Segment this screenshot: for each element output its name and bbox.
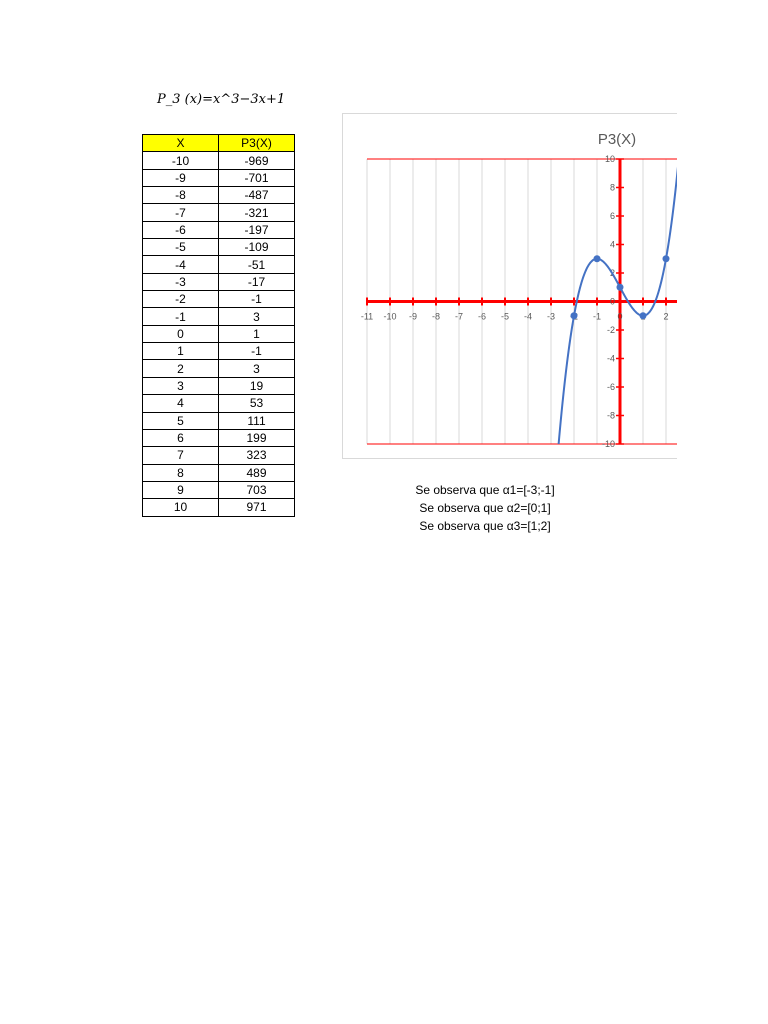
- x-tick-label: -11: [360, 311, 374, 322]
- y-tick-label: -10: [601, 439, 615, 449]
- cell-p3x: 489: [219, 464, 295, 481]
- cell-x: -6: [143, 221, 219, 238]
- y-tick-label: 2: [609, 268, 615, 278]
- table-header-row: [143, 135, 295, 152]
- cell-x: 2: [143, 360, 219, 377]
- x-tick-label: -3: [546, 311, 556, 322]
- table-row: [143, 499, 295, 516]
- cell-p3x: -701: [219, 169, 295, 186]
- table-row: [143, 256, 295, 273]
- table-row: [143, 273, 295, 290]
- cell-p3x: -17: [219, 273, 295, 290]
- y-tick-label: 0: [609, 296, 615, 307]
- table-row: [143, 395, 295, 412]
- polynomial-formula: P_3 (x)=x^3−3x+1: [157, 92, 286, 107]
- y-tick-label: 6: [609, 211, 615, 221]
- cell-p3x: 3: [219, 308, 295, 325]
- header-x: X: [143, 135, 219, 152]
- x-tick-label: -5: [500, 311, 510, 322]
- y-tick-label: -4: [606, 353, 615, 364]
- x-tick-label: -4: [523, 311, 533, 322]
- note-alpha1: Se observa que α1=[-3;-1]: [415, 483, 555, 497]
- cell-x: -7: [143, 204, 219, 221]
- data-point: [640, 312, 647, 319]
- data-point: [663, 255, 670, 262]
- cell-x: 4: [143, 395, 219, 412]
- x-tick-label: 0: [617, 311, 623, 322]
- y-tick-label: 4: [609, 239, 615, 250]
- table-row: [143, 412, 295, 429]
- cell-x: 6: [143, 429, 219, 446]
- table-row: [143, 169, 295, 186]
- cell-x: 7: [143, 447, 219, 464]
- y-tick-label: -2: [606, 325, 615, 335]
- x-tick-label: -6: [477, 311, 487, 322]
- cell-p3x: 199: [219, 429, 295, 446]
- cell-p3x: 971: [219, 499, 295, 516]
- x-tick-label: -9: [408, 311, 418, 322]
- cell-x: -2: [143, 291, 219, 308]
- cell-p3x: -197: [219, 221, 295, 238]
- cell-x: 0: [143, 325, 219, 342]
- cell-x: 3: [143, 377, 219, 394]
- table-row: [143, 221, 295, 238]
- cell-p3x: 1: [219, 325, 295, 342]
- cell-p3x: -321: [219, 204, 295, 221]
- table-row: [143, 204, 295, 221]
- table-row: [143, 239, 295, 256]
- note-alpha3: Se observa que α3=[1;2]: [419, 519, 551, 533]
- cell-x: 5: [143, 412, 219, 429]
- cell-x: 10: [143, 499, 219, 516]
- cell-x: 1: [143, 343, 219, 360]
- x-tick-label: -7: [454, 311, 464, 322]
- chart-svg: [343, 114, 677, 458]
- cell-x: -8: [143, 187, 219, 204]
- cell-x: -5: [143, 239, 219, 256]
- y-tick-label: 8: [609, 182, 615, 193]
- table-row: [143, 291, 295, 308]
- cell-p3x: -1: [219, 343, 295, 360]
- cell-x: -10: [143, 152, 219, 169]
- table-body: [143, 152, 295, 516]
- cell-x: -1: [143, 308, 219, 325]
- cell-p3x: -1: [219, 291, 295, 308]
- cell-x: 9: [143, 481, 219, 498]
- x-tick-label: -1: [592, 311, 602, 322]
- table-row: [143, 325, 295, 342]
- x-tick-label: 2: [663, 311, 669, 322]
- cell-x: -3: [143, 273, 219, 290]
- cell-x: 8: [143, 464, 219, 481]
- table-row: [143, 343, 295, 360]
- cell-x: -4: [143, 256, 219, 273]
- table-row: [143, 429, 295, 446]
- series-line: [390, 114, 677, 458]
- table-row: [143, 187, 295, 204]
- table-row: [143, 377, 295, 394]
- table-row: [143, 481, 295, 498]
- cell-p3x: 703: [219, 481, 295, 498]
- cell-p3x: -487: [219, 187, 295, 204]
- y-tick-label: -8: [606, 410, 615, 421]
- cell-p3x: -969: [219, 152, 295, 169]
- note-alpha2: Se observa que α2=[0;1]: [419, 501, 551, 515]
- observations: [400, 481, 570, 535]
- table-row: [143, 447, 295, 464]
- cell-p3x: 3: [219, 360, 295, 377]
- y-tick-label: -6: [606, 382, 615, 392]
- table-row: [143, 152, 295, 169]
- cell-p3x: -51: [219, 256, 295, 273]
- p3-chart: [342, 113, 677, 459]
- table-row: [143, 308, 295, 325]
- chart-title: P3(X): [597, 131, 637, 148]
- y-tick-label: 10: [604, 154, 615, 164]
- cell-p3x: -109: [219, 239, 295, 256]
- cell-x: -9: [143, 169, 219, 186]
- x-tick-label: -8: [431, 311, 441, 322]
- cell-p3x: 19: [219, 377, 295, 394]
- data-point: [571, 312, 578, 319]
- data-point: [617, 284, 624, 291]
- table-row: [143, 464, 295, 481]
- values-table: [142, 134, 295, 517]
- cell-p3x: 53: [219, 395, 295, 412]
- table-row: [143, 360, 295, 377]
- header-p3x: P3(X): [219, 135, 295, 152]
- x-tick-label: -10: [383, 311, 397, 322]
- cell-p3x: 111: [219, 412, 295, 429]
- data-point: [594, 255, 601, 262]
- cell-p3x: 323: [219, 447, 295, 464]
